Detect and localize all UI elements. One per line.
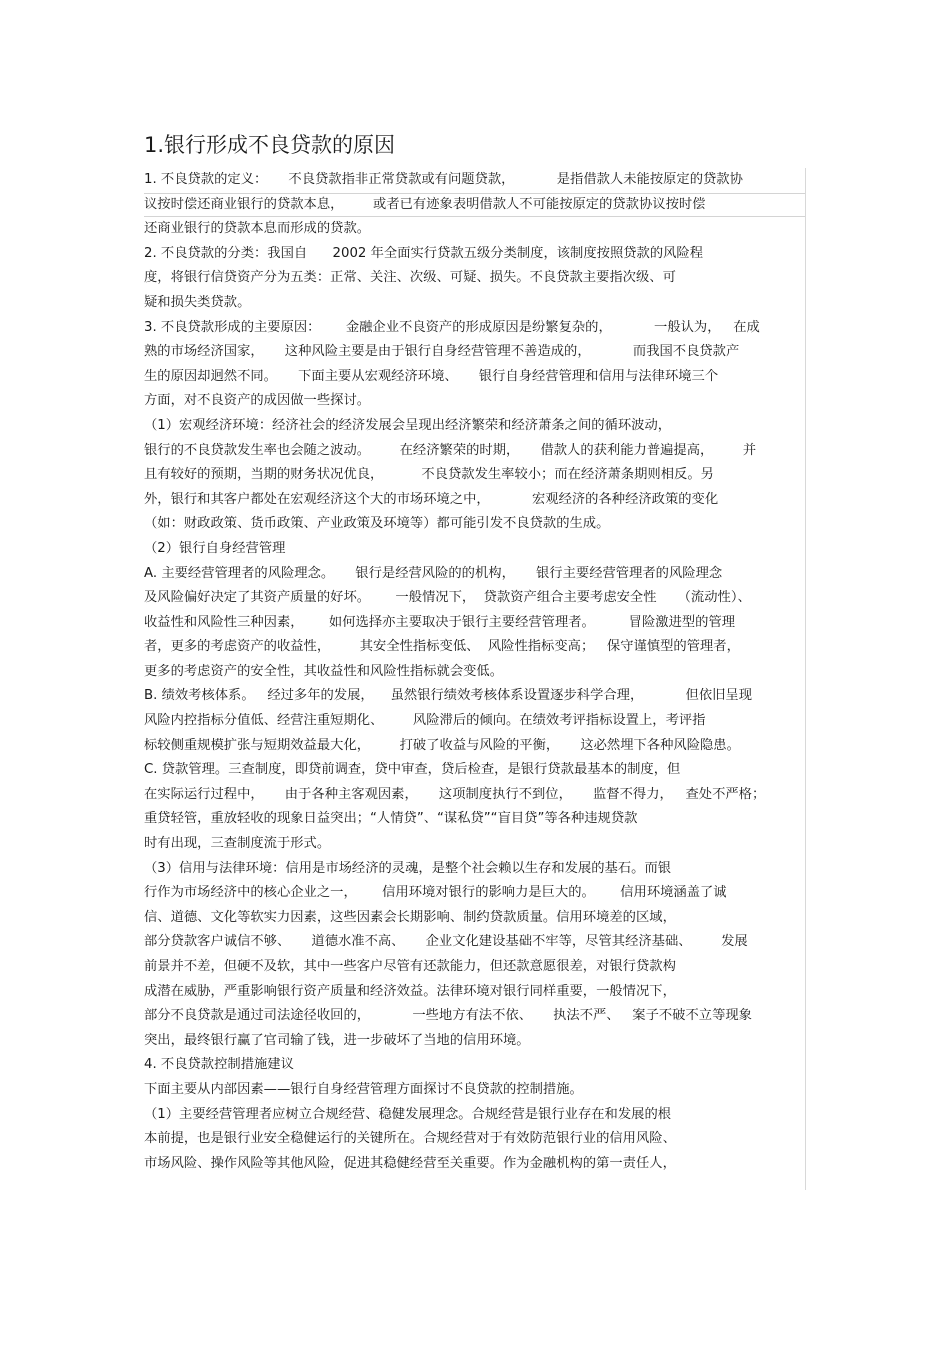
text-line: 行作为市场经济中的核心企业之一， 信用环境对银行的影响力是巨大的。 信用环境涵盖了诚 xyxy=(144,885,727,901)
document-title: 1.银行形成不良贷款的原因 xyxy=(144,133,396,157)
text-line: 银行的不良贷款发生率也会随之波动。 在经济繁荣的时期， 借款人的获利能力普遍提高， 并 xyxy=(144,442,757,458)
text-line: 熟的市场经济国家， 这种风险主要是由于银行自身经营管理不善造成的， 而我国不良贷款产 xyxy=(144,344,740,360)
text-line: 疑和损失类贷款。 xyxy=(144,294,251,310)
text-line: （3）信用与法律环境：信用是市场经济的灵魂，是整个社会赖以生存和发展的基石。而银 xyxy=(144,860,672,876)
text-line: 议按时偿还商业银行的贷款本息， 或者已有迹象表明借款人不可能按原定的贷款协议按时偿 xyxy=(144,196,706,212)
text-line: 风险内控指标分值低、经营注重短期化、 风险滞后的倾向。在绩效考评指标设置上，考评指 xyxy=(144,713,706,729)
text-line: 成潜在威胁，严重影响银行资产质量和经济效益。法律环境对银行同样重要，一般情况下， xyxy=(144,983,676,999)
text-line: 1. 不良贷款的定义： 不良贷款指非正常贷款或有问题贷款， 是指借款人未能按原定的贷款协 xyxy=(144,172,743,187)
text-line: 突出，最终银行赢了官司输了钱，进一步破坏了当地的信用环境。 xyxy=(144,1032,530,1048)
text-line: 部分不良贷款是通过司法途径收回的， 一些地方有法不依、 执法不严、 案子不破不立等现象 xyxy=(144,1008,752,1024)
text-line: 者，更多的考虑资产的收益性， 其安全性指标变低、 风险性指标变高； 保守谨慎型的管理者， xyxy=(144,639,740,655)
text-line: 3. 不良贷款形成的主要原因： 金融企业不良资产的形成原因是纷繁复杂的， 一般认为， 在成 xyxy=(144,319,760,335)
text-line: （1）主要经营管理者应树立合规经营、稳健发展理念。合规经营是银行业存在和发展的根 xyxy=(144,1106,672,1122)
text-line: 且有较好的预期，当期的财务状况优良， 不良贷款发生率较小；而在经济萧条期则相反。另 xyxy=(144,467,714,483)
text-line: 信、道德、文化等软实力因素，这些因素会长期影响、制约贷款质量。信用环境差的区域， xyxy=(144,909,676,925)
text-line: （如：财政政策、货币政策、产业政策及环境等）都可能引发不良贷款的生成。 xyxy=(144,516,610,532)
text-line: 度，将银行信贷资产分为五类：正常、关注、次级、可疑、损失。不良贷款主要指次级、可 xyxy=(144,270,676,286)
text-line: 本前提，也是银行业安全稳健运行的关键所在。合规经营对于有效防范银行业的信用风险、 xyxy=(144,1131,676,1147)
text-line: C. 贷款管理。三查制度，即贷前调查，贷中审查，贷后检查，是银行贷款最基本的制度，但 xyxy=(144,762,681,778)
text-line: B. 绩效考核体系。 经过多年的发展， 虽然银行绩效考核体系设置逐步科学合理， 但依旧呈现 xyxy=(144,688,753,704)
text-line: 方面，对不良资产的成因做一些探讨。 xyxy=(144,393,371,409)
text-line: 前景并不差，但硬不及软，其中一些客户尽管有还款能力，但还款意愿很差，对银行贷款构 xyxy=(144,959,676,974)
text-line: 还商业银行的贷款本息而形成的贷款。 xyxy=(144,221,371,237)
text-line: 市场风险、操作风险等其他风险，促进其稳健经营至关重要。作为金融机构的第一责任人， xyxy=(144,1155,676,1171)
text-line: （2）银行自身经营管理 xyxy=(144,540,286,556)
text-line: 重贷轻管，重放轻收的现象日益突出；“人情贷”、“谋私贷”“盲目贷”等各种违规贷款 xyxy=(144,811,638,827)
text-line: 收益性和风险性三种因素， 如何选择亦主要取决于银行主要经营管理者。 冒险激进型的管理 xyxy=(144,614,736,630)
text-line: A. 主要经营管理者的风险理念。 银行是经营风险的的机构， 银行主要经营管理者的风险理念 xyxy=(144,565,723,581)
text-line: 更多的考虑资产的安全性，其收益性和风险性指标就会变低。 xyxy=(144,663,504,679)
text-line: 4. 不良贷款控制措施建议 xyxy=(144,1057,294,1073)
text-line: 生的原因却迥然不同。 下面主要从宏观经济环境、 银行自身经营管理和信用与法律环境三个 xyxy=(144,368,719,384)
text-line: 2. 不良贷款的分类：我国自 2002 年全面实行贷款五级分类制度，该制度按照贷款的风险程 xyxy=(144,245,704,261)
text-line: 时有出现，三查制度流于形式。 xyxy=(144,836,331,852)
document-body xyxy=(144,168,810,1176)
text-line: 及风险偏好决定了其资产质量的好坏。 一般情况下， 贷款资产组合主要考虑安全性 （流动性）、 xyxy=(144,590,751,606)
text-line: 下面主要从内部因素——银行自身经营管理方面探讨不良贷款的控制措施。 xyxy=(144,1081,583,1097)
text-line: 在实际运行过程中， 由于各种主客观因素， 这项制度执行不到位， 监督不得力， 查处不严格； xyxy=(144,786,766,802)
text-line: 部分贷款客户诚信不够、 道德水准不高、 企业文化建设基础不牢等，尽管其经济基础、 发展 xyxy=(144,934,748,950)
text-line: 标较侧重规模扩张与短期效益最大化， 打破了收益与风险的平衡， 这必然埋下各种风险隐患。 xyxy=(144,737,740,753)
text-line: （1）宏观经济环境：经济社会的经济发展会呈现出经济繁荣和经济萧条之间的循环波动， xyxy=(144,417,672,433)
text-line: 外，银行和其客户都处在宏观经济这个大的市场环境之中， 宏观经济的各种经济政策的变化 xyxy=(144,491,719,507)
